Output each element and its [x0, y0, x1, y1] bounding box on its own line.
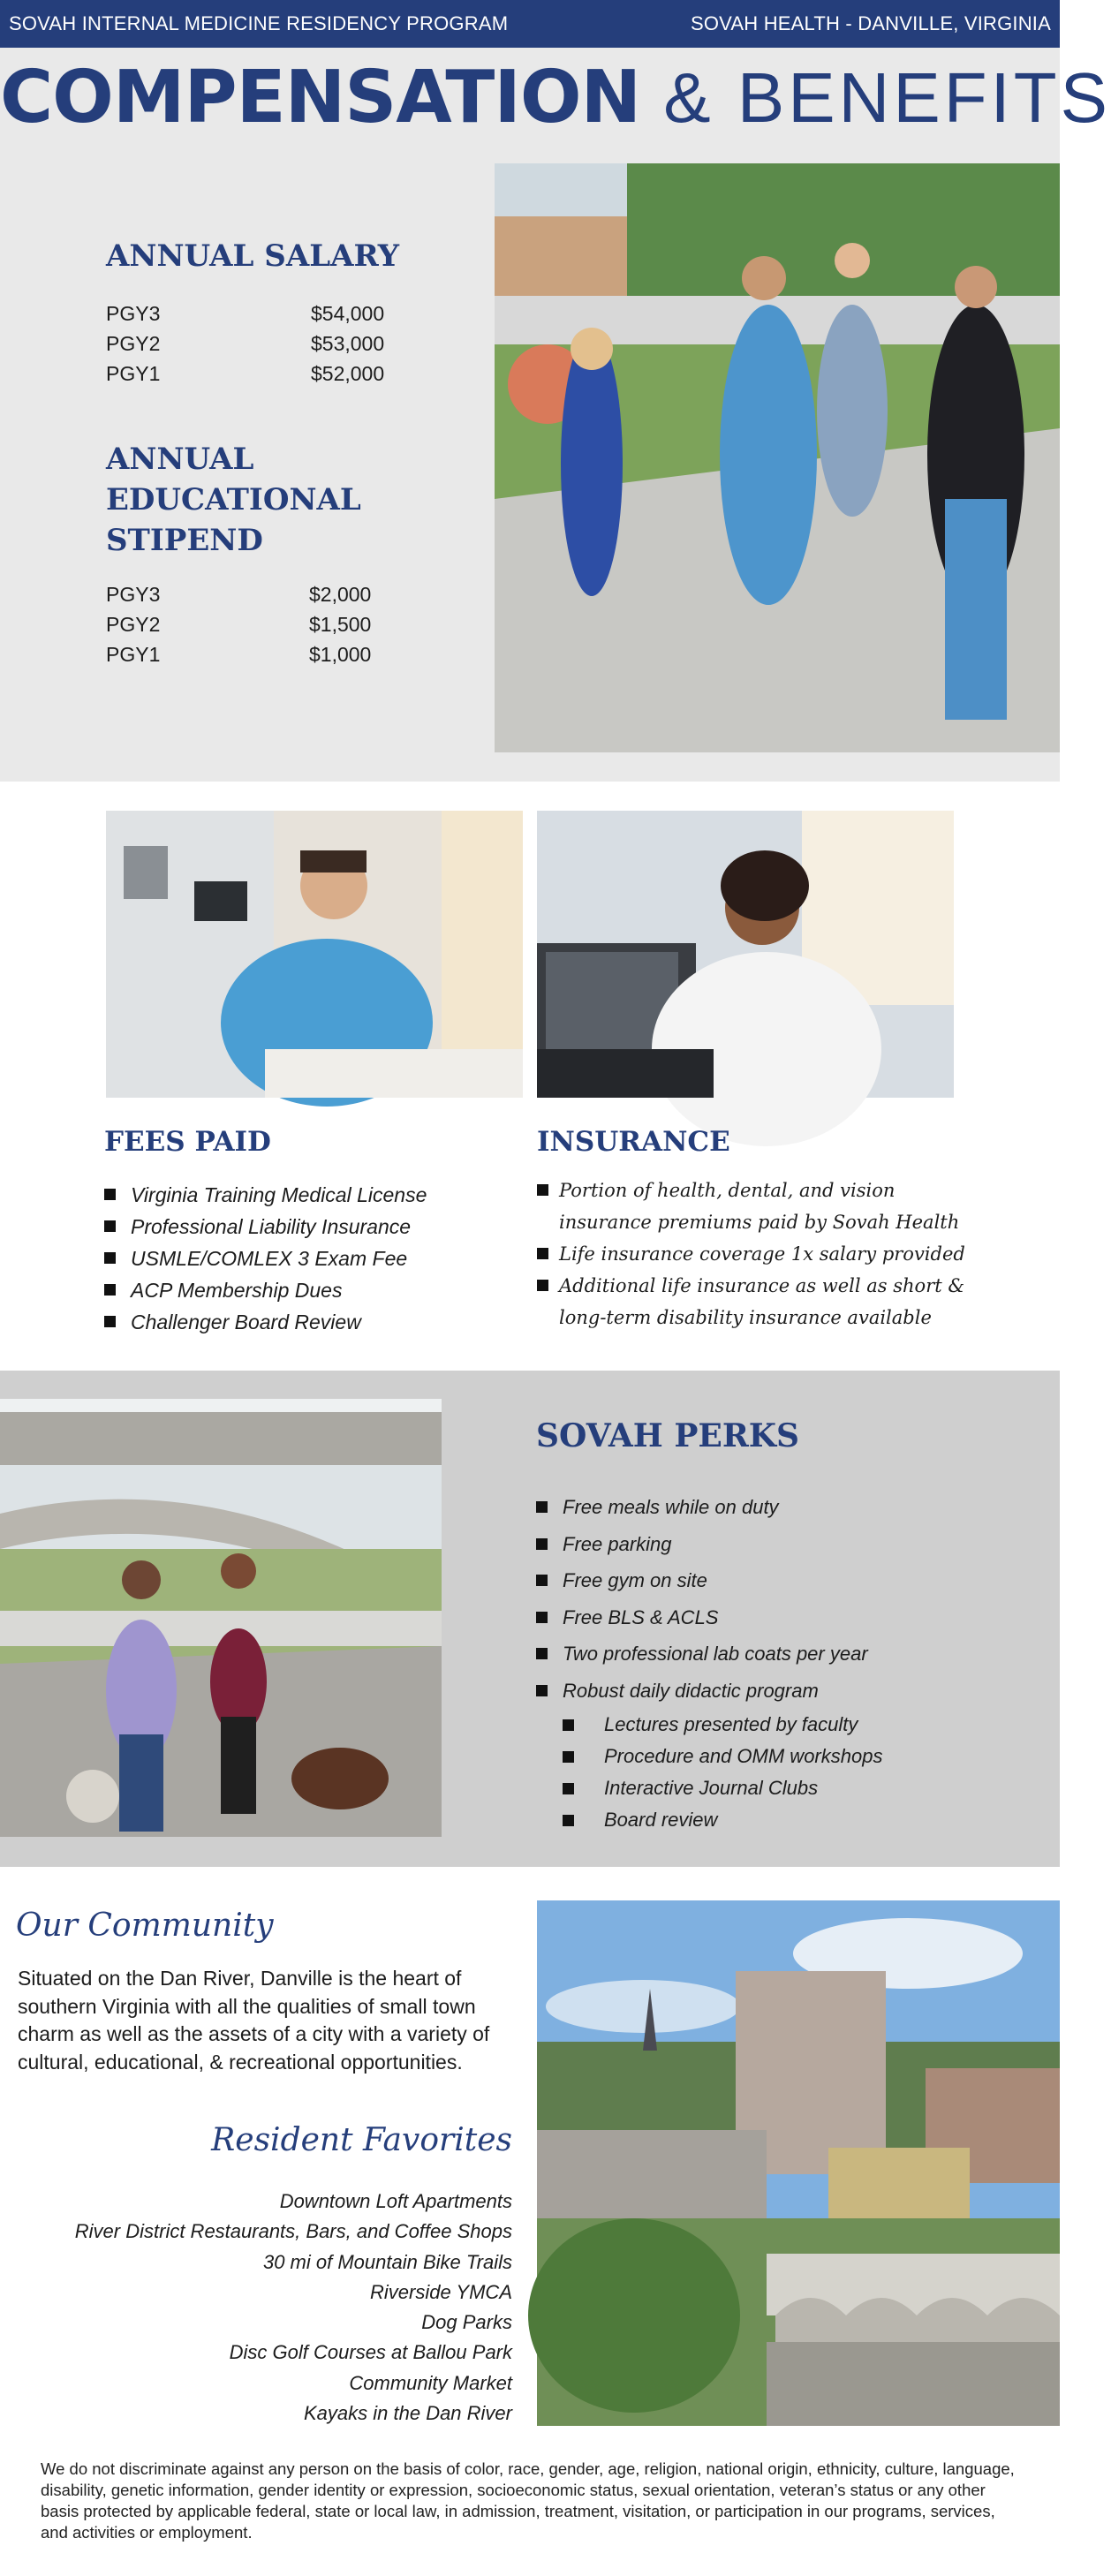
list-item: Riverside YMCA: [370, 2280, 512, 2303]
list-item: Two professional lab coats per year: [536, 1635, 882, 1673]
stipend-row: [106, 609, 371, 639]
program-name: SOVAH INTERNAL MEDICINE RESIDENCY PROGRAM: [9, 12, 509, 34]
stipend-row: [106, 639, 371, 669]
list-item: Free meals while on duty: [536, 1489, 882, 1526]
favorites-list: [18, 2187, 512, 2429]
stipend-amount: $2,000: [309, 583, 372, 606]
list-item: Robust daily didactic program: [536, 1673, 882, 1710]
list-item: USMLE/COMLEX 3 Exam Fee: [104, 1243, 427, 1274]
salary-row: [106, 298, 384, 329]
salary-amount: $54,000: [311, 302, 385, 325]
salary-level: PGY3: [106, 302, 161, 325]
stipend-level: PGY1: [106, 643, 161, 666]
stipend-level: PGY3: [106, 583, 161, 606]
resident-at-desk-photo: [106, 811, 523, 1098]
perks-list: [536, 1489, 882, 1836]
salary-amount: $52,000: [311, 362, 385, 385]
list-item: River District Restaurants, Bars, and Coffee Shops: [74, 2220, 512, 2243]
list-item: Downtown Loft Apartments: [279, 2190, 512, 2212]
sub-list-item: Lectures presented by faculty: [563, 1709, 882, 1741]
list-item: Free BLS & ACLS: [536, 1599, 882, 1636]
list-item: Kayaks in the Dan River: [304, 2402, 512, 2425]
stipend-amount: $1,500: [309, 613, 372, 636]
annual-salary-heading: ANNUAL SALARY: [106, 238, 399, 274]
list-item: Portion of health, dental, and vision insurance premiums paid by Sovah Health: [537, 1175, 979, 1238]
list-item: Challenger Board Review: [104, 1306, 427, 1338]
community-description: Situated on the Dan River, Danville is the heart of southern Virginia with all the qualities of small town charm as well as the assets of a city with a variety of cultural, educational, & recreational opportunities.: [18, 1967, 490, 2074]
walking-dogs-photo: [0, 1399, 442, 1837]
list-item: Virginia Training Medical License: [104, 1179, 427, 1211]
fees-paid-heading: FEES PAID: [104, 1126, 271, 1158]
list-item: Free gym on site: [536, 1562, 882, 1599]
residents-walking-photo: [495, 163, 1060, 752]
top-bar: [0, 0, 1060, 48]
danville-city-photo: [537, 1900, 1060, 2426]
stipend-amount: $1,000: [309, 643, 372, 666]
insurance-heading: INSURANCE: [537, 1126, 730, 1158]
our-community-heading: Our Community: [16, 1907, 274, 1944]
list-item: 30 mi of Mountain Bike Trails: [262, 2250, 512, 2273]
list-item: ACP Membership Dues: [104, 1274, 427, 1306]
resident-favorites-heading: Resident Favorites: [211, 2122, 512, 2158]
sovah-perks-heading: SOVAH PERKS: [536, 1417, 800, 1454]
salary-row: [106, 329, 384, 359]
list-item: Additional life insurance as well as short & long-term disability insurance available: [537, 1270, 979, 1333]
list-item: Disc Golf Courses at Ballou Park: [229, 2341, 512, 2364]
page-title: [0, 56, 1111, 140]
stipend-table: [106, 579, 371, 669]
list-item: Community Market: [349, 2371, 512, 2394]
sub-list-item: Board review: [563, 1804, 882, 1836]
salary-level: PGY1: [106, 362, 161, 385]
salary-table: [106, 298, 384, 389]
salary-amount: $53,000: [311, 332, 385, 355]
resident-at-computer-photo: [537, 811, 954, 1098]
fees-list: [104, 1179, 427, 1338]
insurance-list: [537, 1175, 979, 1333]
sub-list-item: Procedure and OMM workshops: [563, 1741, 882, 1772]
location-label: SOVAH HEALTH - DANVILLE, VIRGINIA: [691, 12, 1051, 34]
salary-level: PGY2: [106, 332, 161, 355]
salary-row: [106, 359, 384, 389]
list-item: Free parking: [536, 1526, 882, 1563]
stipend-level: PGY2: [106, 613, 161, 636]
list-item: Dog Parks: [421, 2311, 512, 2334]
title-bold: COMPENSATION: [0, 56, 641, 140]
list-item: Life insurance coverage 1x salary provided: [537, 1238, 979, 1270]
stipend-row: [106, 579, 371, 609]
non-discrimination-notice: We do not discriminate against any person on the basis of color, race, gender, age, religion, national origin, ethnicity, culture, language, disability, genetic information, gender identity or expression, socioeconomic status, sexual orientation, veteran’s status or any other basis protected by applicable federal, state or local law, in admission, treatment, visitation, or participation in our programs, services, and activities or employment.: [41, 2459, 1015, 2542]
title-light: & BENEFITS: [663, 58, 1111, 137]
sub-list-item: Interactive Journal Clubs: [563, 1772, 882, 1804]
list-item: Professional Liability Insurance: [104, 1211, 427, 1243]
educational-stipend-heading: ANNUAL EDUCATIONAL STIPEND: [106, 442, 361, 558]
